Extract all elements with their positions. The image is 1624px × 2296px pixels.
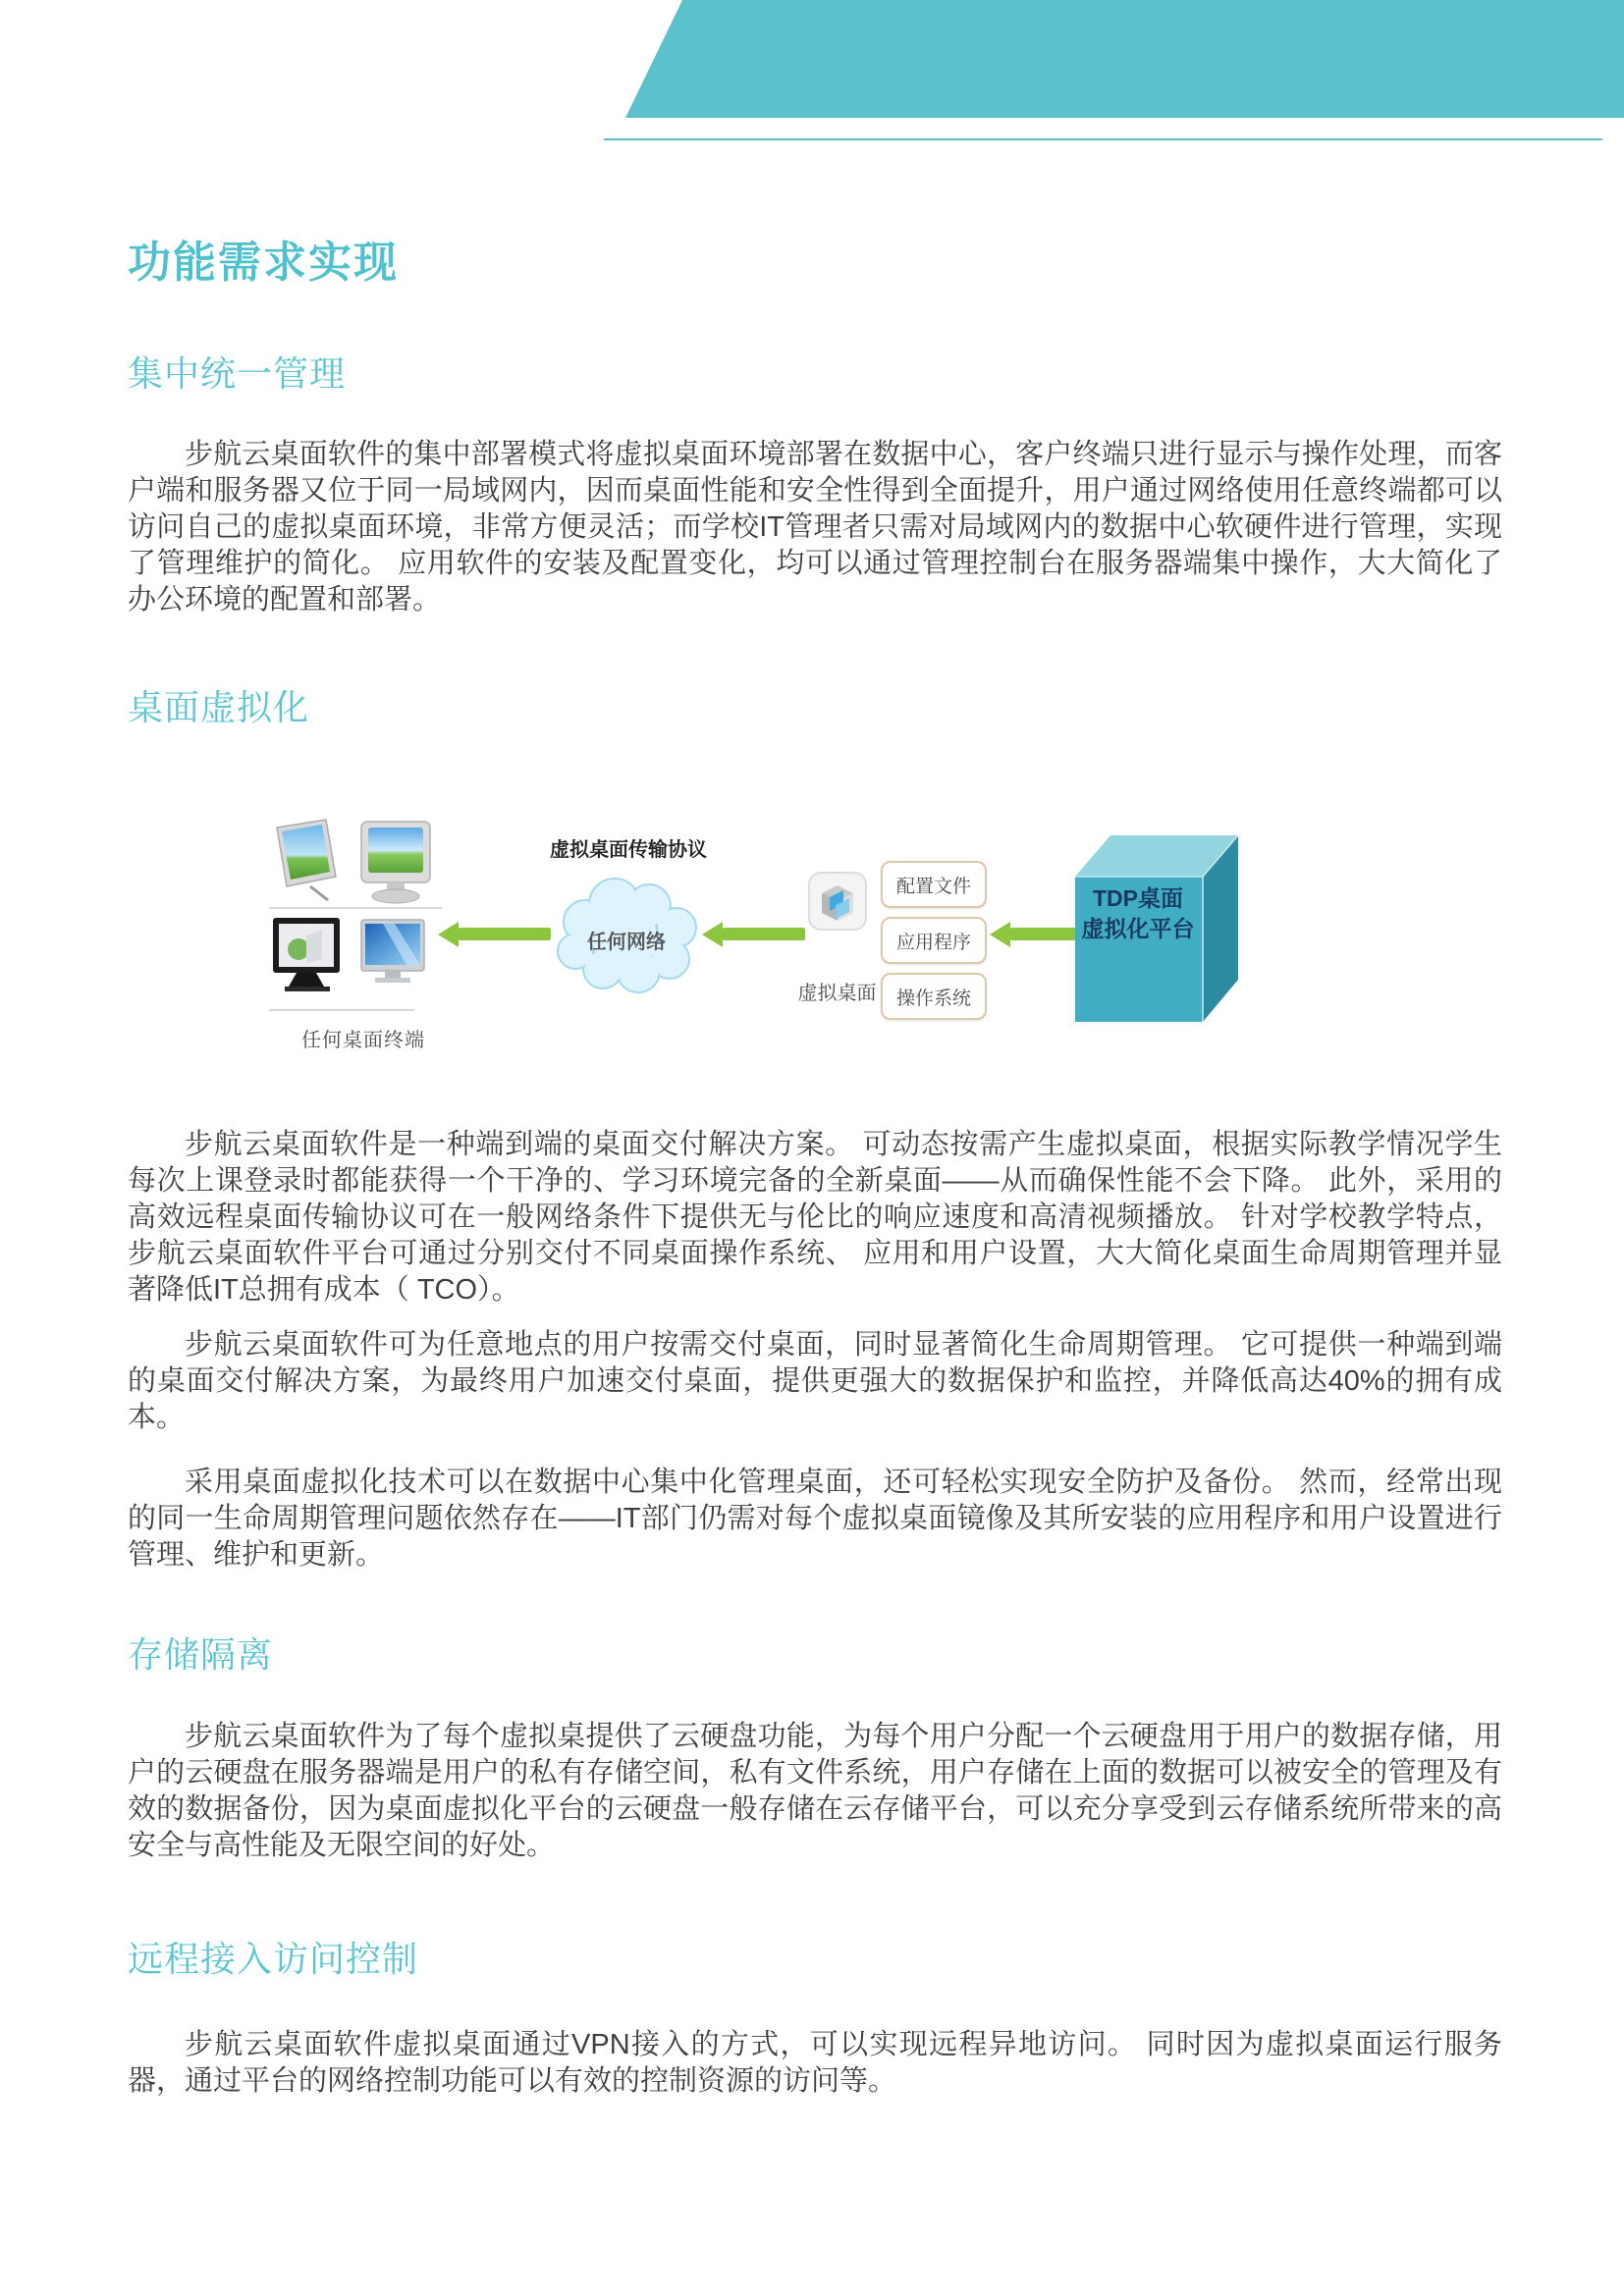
layer-box-application: 应用程序 bbox=[881, 917, 987, 964]
paragraph: 采用桌面虚拟化技术可以在数据中心集中化管理桌面，还可轻松实现安全防护及备份。 然而，经常出现的同一生命周期管理问题依然存在——IT部门仍需对每个虚拟桌面镜像及其所安装的应用程序和用户设置进行管理、维护和更新。 bbox=[128, 1467, 1502, 1571]
section-heading-desktop-virtualization: 桌面虚拟化 bbox=[128, 687, 310, 727]
section-heading-centralized-management: 集中统一管理 bbox=[128, 353, 347, 394]
page-content bbox=[128, 0, 1502, 2100]
desktop-virtualization-diagram bbox=[128, 810, 1502, 1085]
virtual-desktop-label: 虚拟桌面 bbox=[797, 983, 877, 1004]
protocol-label: 虚拟桌面传输协议 bbox=[550, 839, 707, 861]
paragraph: 步航云桌面软件是一种端到端的桌面交付解决方案。 可动态按需产生虚拟桌面，根据实际教学情况学生每次上课登录时都能获得一个干净的、学习环境完备的全新桌面——从而确保性能不会下降。 此外，采用的高效远程桌面传输协议可在一般网络条件下提供无与伦比的响应速度和高清视频播放。 针对学校教学特点，步航云桌面软件平台可通过分别交付不同桌面操作系统、 应用和用户设置，大大简化桌面生命周期管理并显著降低IT总拥有成本（ TCO）。 bbox=[128, 1129, 1502, 1306]
platform-label bbox=[1075, 883, 1201, 944]
paragraph: 步航云桌面软件的集中部署模式将虚拟桌面环境部署在数据中心，客户终端只进行显示与操作处理，而客户端和服务器又位于同一局域网内，因而桌面性能和安全性得到全面提升，用户通过网络使用任意终端都可以访问自己的虚拟桌面环境，非常方便灵活；而学校IT管理者只需对局域网内的数据中心软硬件进行管理，实现了管理维护的简化。 应用软件的安装及配置变化，均可以通过管理控制台在服务器端集中操作，大大简化了办公环境的配置和部署。 bbox=[128, 439, 1502, 615]
arrow-cloud-to-terminals-icon bbox=[459, 928, 551, 940]
layer-box-operating-system: 操作系统 bbox=[881, 973, 987, 1020]
platform-label-line1: TDP桌面 bbox=[1093, 885, 1183, 911]
network-label: 任何网络 bbox=[587, 932, 666, 953]
page-title: 功能需求实现 bbox=[128, 239, 399, 287]
platform-label-line2: 虚拟化平台 bbox=[1081, 916, 1195, 941]
section-heading-remote-access-control: 远程接入访问控制 bbox=[128, 1939, 419, 1979]
arrow-desktop-to-cloud-icon bbox=[723, 928, 805, 940]
virtual-desktop-icon bbox=[808, 872, 867, 933]
paragraph: 步航云桌面软件可为任意地点的用户按需交付桌面，同时显著简化生命周期管理。 它可提供一种端到端的桌面交付解决方案，为最终用户加速交付桌面，提供更强大的数据保护和监控，并降低高达40%的拥有成本。 bbox=[128, 1329, 1502, 1433]
terminals-label: 任何桌面终端 bbox=[301, 1030, 425, 1051]
terminal-monitors-icon bbox=[267, 818, 444, 1019]
paragraph: 步航云桌面软件虚拟桌面通过VPN接入的方式，可以实现远程异地访问。 同时因为虚拟桌面运行服务器，通过平台的网络控制功能可以有效的控制资源的访问等。 bbox=[128, 2029, 1502, 2097]
arrow-platform-to-desktop-icon bbox=[1010, 928, 1077, 940]
layer-box-config-file: 配置文件 bbox=[881, 861, 987, 908]
paragraph: 步航云桌面软件为了每个虚拟桌提供了云硬盘功能，为每个用户分配一个云硬盘用于用户的数据存储，用户的云硬盘在服务器端是用户的私有存储空间，私有文件系统，用户存储在上面的数据可以被安全的管理及有效的数据备份，因为桌面虚拟化平台的云硬盘一般存储在云存储平台，可以充分享受到云存储系统所带来的高安全与高性能及无限空间的好处。 bbox=[128, 1721, 1502, 1861]
section-heading-storage-isolation: 存储隔离 bbox=[128, 1634, 274, 1675]
